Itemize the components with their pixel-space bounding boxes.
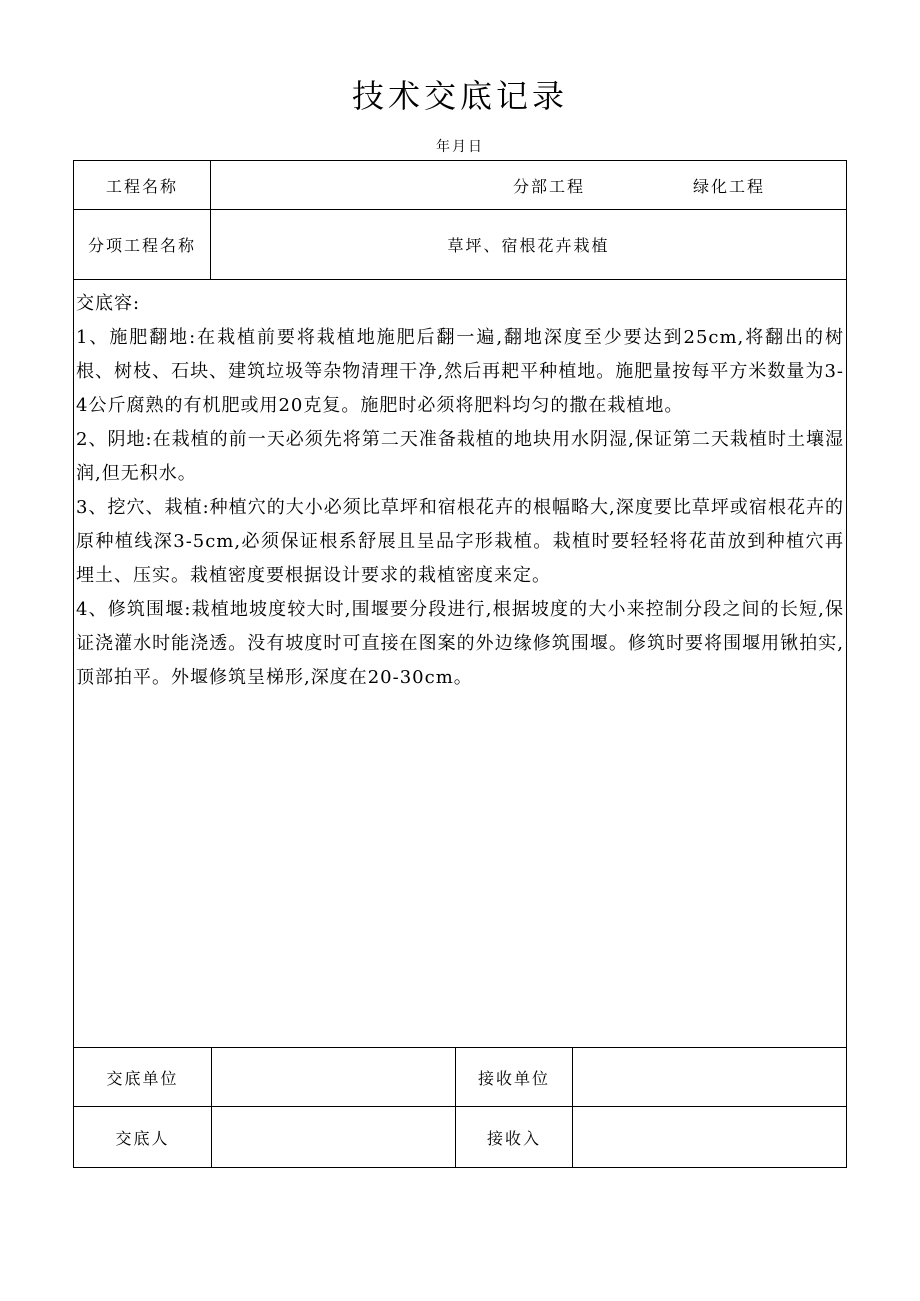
content-paragraph-1: 1、施肥翻地:在栽植前要将栽植地施肥后翻一遍,翻地深度至少要达到25cm,将翻出的树根、树枝、石块、建筑垃圾等杂物清理干净,然后再耙平种植地。施肥量按每平方米数量为3-4公斤腐熟的有机肥或用20克复。施肥时必须将肥料均匀的撒在栽植地。 bbox=[76, 327, 844, 416]
sub-project-label: 分部工程 bbox=[512, 176, 585, 196]
date-line: 年月日 bbox=[436, 139, 484, 155]
content-paragraph-2: 2、阴地:在栽植的前一天必须先将第二天准备栽植的地块用水阴湿,保证第二天栽植时土壤湿润,但无积水。 bbox=[76, 429, 844, 484]
content-heading: 交底容: bbox=[76, 293, 141, 314]
row-divider bbox=[74, 279, 846, 280]
handover-unit-value[interactable] bbox=[212, 1048, 455, 1106]
handover-unit-label: 交底单位 bbox=[106, 1068, 179, 1088]
project-name-label: 工程名称 bbox=[105, 176, 178, 196]
content-paragraph-3: 3、挖穴、栽植:种植穴的大小必须比草坪和宿根花卉的根幅略大,深度要比草坪或宿根花卉的原种植线深3-5cm,必须保证根系舒展且呈品字形栽植。栽植时要轻轻将花苗放到种植穴再埋土、压实。栽植密度要根据设计要求的栽植密度来定。 bbox=[76, 497, 844, 586]
item-name-label: 分项工程名称 bbox=[87, 236, 196, 255]
receiving-unit-value[interactable] bbox=[573, 1048, 846, 1106]
receiver-label: 接收入 bbox=[486, 1128, 541, 1148]
item-name-value[interactable]: 草坪、宿根花卉栽植 bbox=[447, 236, 610, 255]
handover-person-label: 交底人 bbox=[115, 1128, 170, 1148]
document-title: 技术交底记录 bbox=[351, 77, 568, 115]
handover-content bbox=[76, 287, 844, 695]
handover-person-value[interactable] bbox=[212, 1107, 455, 1167]
record-table bbox=[73, 160, 847, 1168]
project-name-value[interactable] bbox=[211, 161, 511, 209]
sub-project-value[interactable]: 绿化工程 bbox=[692, 176, 765, 196]
content-paragraph-4: 4、修筑围堰:栽植地坡度较大时,围堰要分段进行,根据坡度的大小来控制分段之间的长短,保证浇灌水时能浇透。没有坡度时可直接在图案的外边缘修筑围堰。修筑时要将围堰用锹拍实,顶部拍平。外堰修筑呈梯形,深度在20-30cm。 bbox=[76, 599, 844, 688]
receiving-unit-label: 接收单位 bbox=[477, 1068, 550, 1088]
receiver-value[interactable] bbox=[573, 1107, 846, 1167]
